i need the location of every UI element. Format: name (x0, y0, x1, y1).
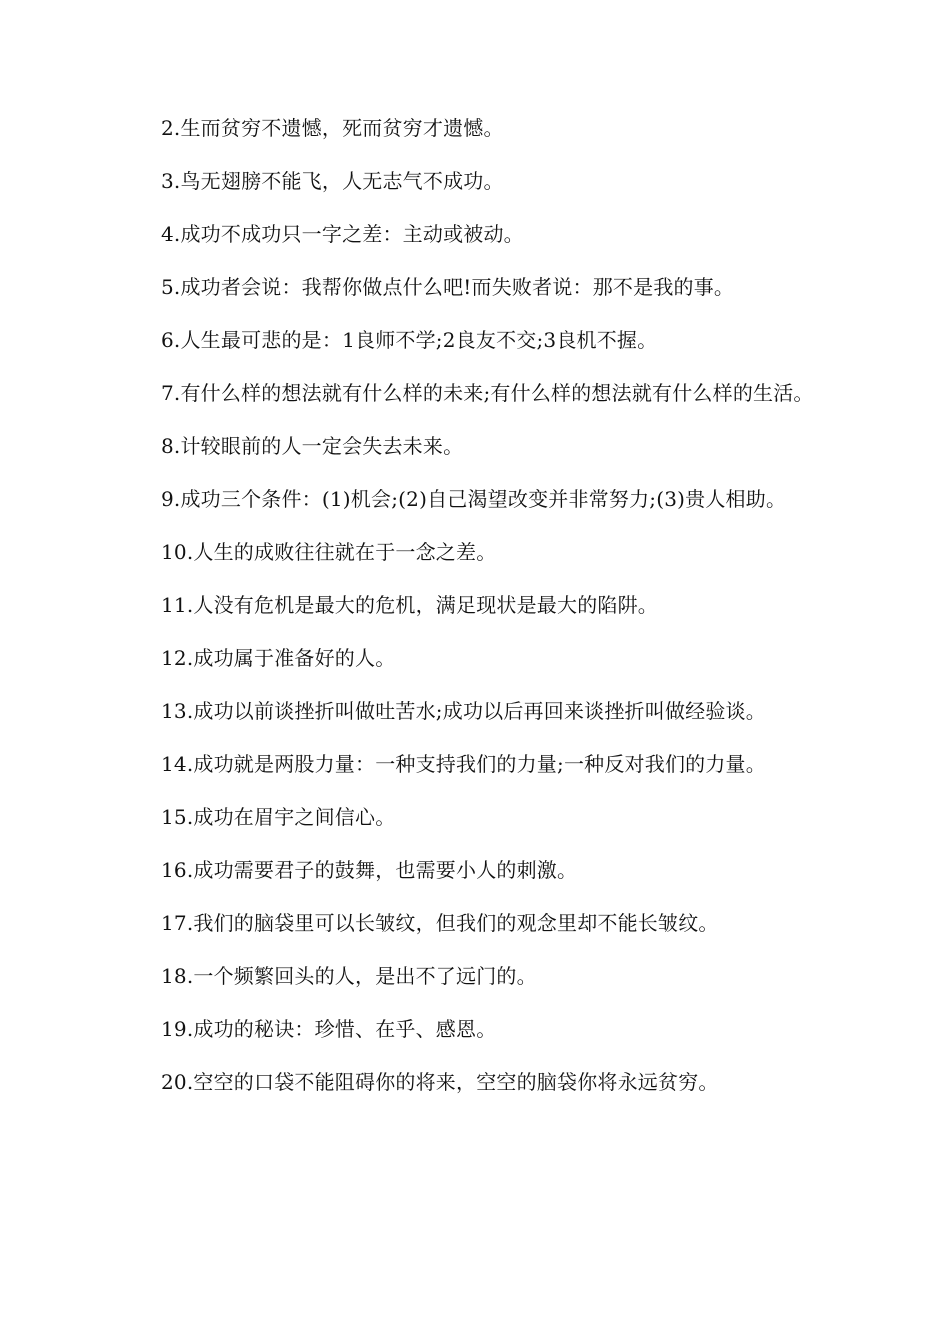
quote-item: 4.成功不成功只一字之差：主动或被动。 (161, 222, 524, 246)
quote-item: 20.空空的口袋不能阻碍你的将来，空空的脑袋你将永远贫穷。 (161, 1070, 719, 1094)
quote-item: 11.人没有危机是最大的危机，满足现状是最大的陷阱。 (161, 593, 659, 617)
quote-item: 5.成功者会说：我帮你做点什么吧!而失败者说：那不是我的事。 (161, 275, 735, 299)
quote-item: 18.一个频繁回头的人，是出不了远门的。 (161, 964, 537, 988)
quote-item: 12.成功属于准备好的人。 (161, 646, 396, 670)
quote-item: 8.计较眼前的人一定会失去未来。 (161, 434, 464, 458)
quote-item: 13.成功以前谈挫折叫做吐苦水;成功以后再回来谈挫折叫做经验谈。 (161, 699, 766, 723)
quote-item: 10.人生的成败往往就在于一念之差。 (161, 540, 497, 564)
quote-item: 3.鸟无翅膀不能飞，人无志气不成功。 (161, 169, 504, 193)
quote-item: 19.成功的秘诀：珍惜、在乎、感恩。 (161, 1017, 497, 1041)
quote-item: 15.成功在眉宇之间信心。 (161, 805, 396, 829)
quote-item: 17.我们的脑袋里可以长皱纹，但我们的观念里却不能长皱纹。 (161, 911, 719, 935)
quote-item: 7.有什么样的想法就有什么样的未来;有什么样的想法就有什么样的生活。 (161, 381, 814, 405)
quote-list (116, 110, 836, 1117)
quote-item: 9.成功三个条件：(1)机会;(2)自己渴望改变并非常努力;(3)贵人相助。 (161, 487, 787, 511)
quote-item: 14.成功就是两股力量：一种支持我们的力量;一种反对我们的力量。 (161, 752, 766, 776)
quote-item: 16.成功需要君子的鼓舞，也需要小人的刺激。 (161, 858, 578, 882)
quote-item: 6.人生最可悲的是：1良师不学;2良友不交;3良机不握。 (161, 328, 658, 352)
quote-item: 2.生而贫穷不遗憾，死而贫穷才遗憾。 (161, 116, 504, 140)
